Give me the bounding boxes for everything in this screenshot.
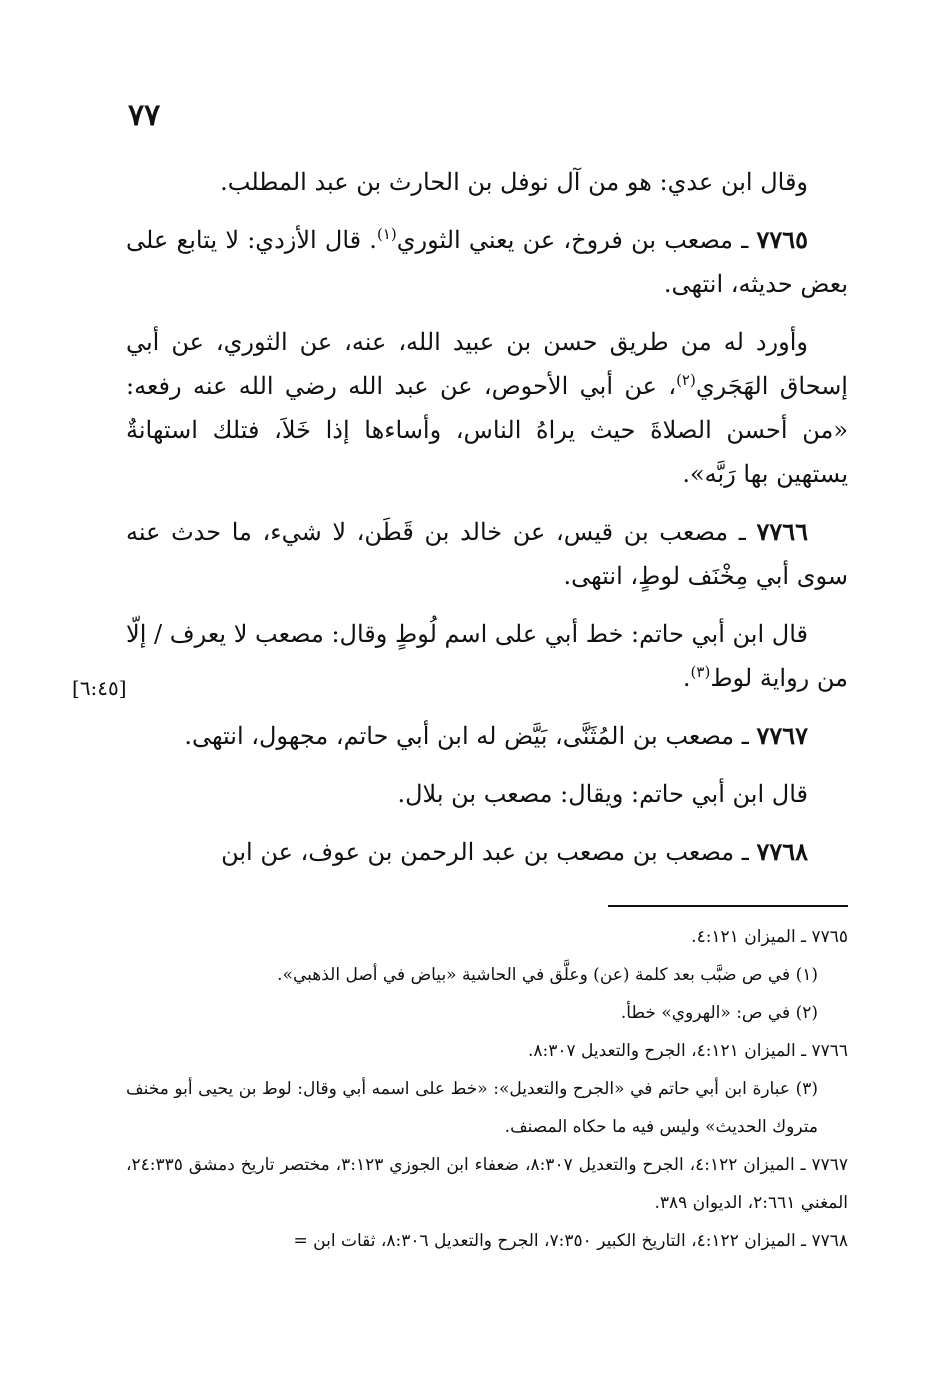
- paragraph-text: قال ابن أبي حاتم: ويقال: مصعب بن بلال.: [397, 780, 808, 808]
- footnote-ref: (٢): [676, 371, 696, 389]
- paragraph-text: قال ابن أبي حاتم: خط أبي على اسم لُوطٍ وقال: مصعب لا يعرف / إلّا من رواية لوط: [126, 620, 848, 692]
- entry-text: ـ مصعب بن المُثَنَّى، بَيَّض له ابن أبي حاتم، مجهول، انتهى.: [184, 722, 757, 750]
- footnote-source: ٧٧٦٦ ـ الميزان ٤:١٢١، الجرح والتعديل ٨:٣٠٧.: [527, 1041, 848, 1061]
- entry-text: ـ مصعب بن مصعب بن عبد الرحمن بن عوف، عن ابن: [221, 838, 757, 866]
- footnote: (٣) عبارة ابن أبي حاتم في «الجرح والتعديل»: «خط على اسمه أبي وقال: لوط بن يحيى أبو مخنف متروك الحديث» وليس فيه ما حكاه المصنف.: [126, 1079, 818, 1137]
- paragraph-text: وأورد له من طريق حسن بن عبيد الله، عنه، عن الثوري، عن أبي إسحاق الهَجَري: [126, 328, 848, 400]
- entry-number: ٧٧٦٦: [756, 517, 808, 546]
- entry-number: ٧٧٦٨: [756, 837, 808, 866]
- paragraph: [126, 612, 848, 700]
- paragraph-text-cont: .: [682, 664, 691, 692]
- paragraph-text: وقال ابن عدي: هو من آل نوفل بن الحارث بن عبد المطلب.: [220, 168, 808, 196]
- footnote-source: ٧٧٦٥ ـ الميزان ٤:١٢١.: [691, 927, 848, 947]
- paragraph-text-cont: ، عن أبي الأحوص، عن عبد الله رضي الله عنه رفعه: «من أحسن الصلاةَ حيث يراهُ الناس، وأساءها إذا خَلاَ، فتلك استهانةٌ يستهين بها رَبَّه».: [126, 372, 848, 488]
- paragraph: [126, 772, 848, 816]
- paragraph: [126, 160, 848, 204]
- page-number: ٧٧: [128, 98, 161, 133]
- entry-text: ـ مصعب بن قيس، عن خالد بن قَطَن، لا شيء، ما حدث عنه سوى أبي مِخْنَف لوطٍ، انتهى.: [126, 518, 848, 590]
- footnote-divider: [608, 905, 848, 907]
- footnote-ref: (١): [376, 225, 397, 243]
- main-text: [126, 160, 848, 888]
- entry-number: ٧٧٦٧: [756, 721, 808, 750]
- footnote: (١) في ص ضبَّب بعد كلمة (عن) وعلَّق في الحاشية «بياض في أصل الذهبي».: [277, 965, 818, 985]
- paragraph: [126, 320, 848, 496]
- entry-text-cont: . قال الأزدي: لا يتابع على بعض حديثه، انتهى.: [126, 226, 848, 298]
- entry-text: ـ مصعب بن فروخ، عن يعني الثوري: [396, 226, 757, 254]
- footnotes: [126, 918, 848, 1260]
- entry-7766: [126, 510, 848, 598]
- margin-page-marker: [٦:٤٥]: [72, 676, 127, 700]
- footnote: (٢) في ص: «الهروي» خطأ.: [620, 1003, 818, 1023]
- footnote-source: ٧٧٦٨ ـ الميزان ٤:١٢٢، التاريخ الكبير ٧:٣٥٠، الجرح والتعديل ٨:٣٠٦، ثقات ابن =: [293, 1231, 848, 1251]
- entry-number: ٧٧٦٥: [756, 225, 809, 254]
- footnote-source: ٧٧٦٧ ـ الميزان ٤:١٢٢، الجرح والتعديل ٨:٣٠٧، ضعفاء ابن الجوزي ٣:١٢٣، مختصر تاريخ دمشق ٢٤:٣٣٥، المغني ٢:٦٦١، الديوان ٣٨٩.: [126, 1155, 849, 1213]
- entry-7767: [126, 714, 848, 758]
- entry-7765: [126, 218, 848, 306]
- footnote-ref: (٣): [690, 663, 711, 681]
- entry-7768: [126, 830, 848, 874]
